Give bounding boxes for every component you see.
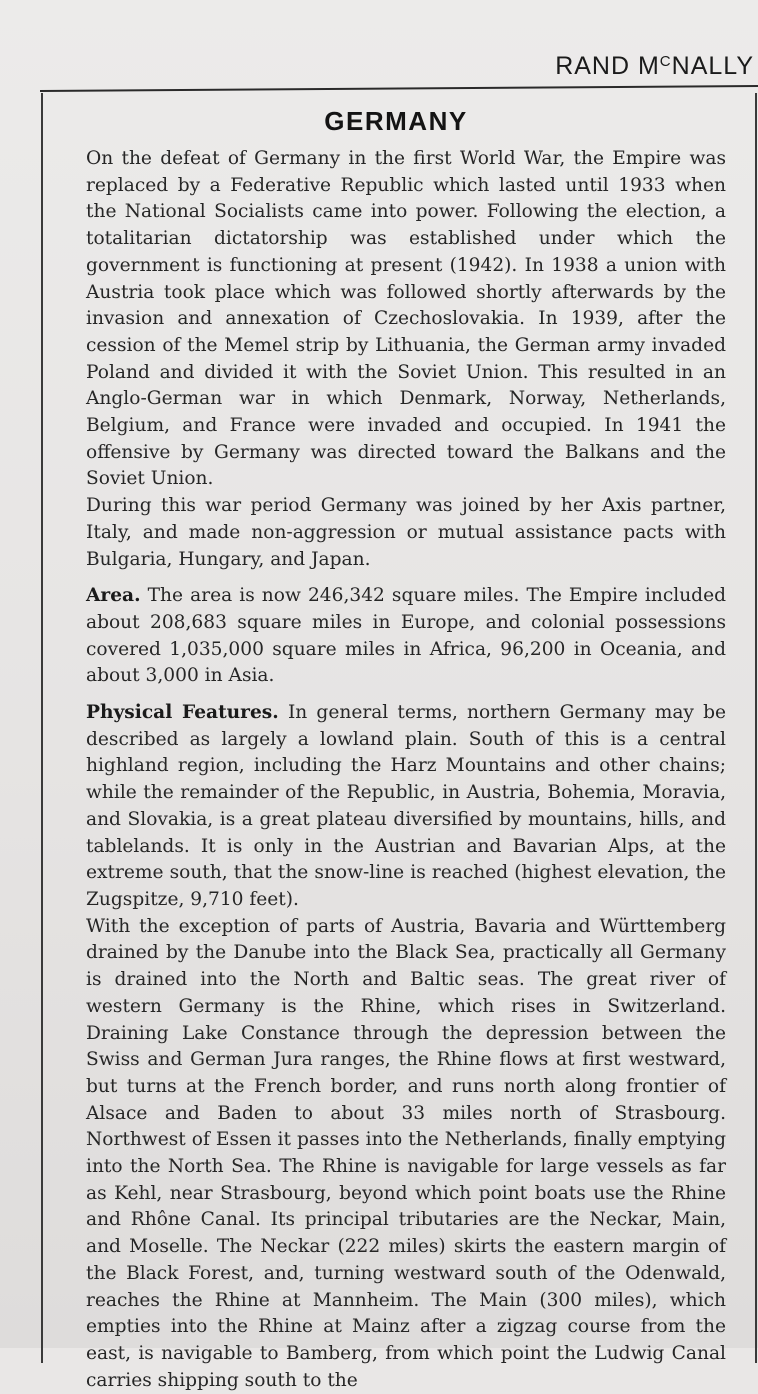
publisher-header xyxy=(555,52,754,81)
paragraph-intro xyxy=(86,146,726,493)
paragraph-text: In general terms, northern Germany may be described as largely a lowland plain. South of this is a central highland region, including the Harz Mountains and other chains; while the remainder of the Republic, in Austria, Bohemia, Moravia, and Slovakia, is a great plateau diversified by mountains, hills, and tablelands. It is only in the Austrian and Bavarian Alps, at the extreme south, that the snow-line is reached (highest elevation, the Zugspitze, 9,710 feet). xyxy=(86,702,726,910)
paragraph-rivers xyxy=(86,914,726,1394)
publisher-part-a: RAND M xyxy=(555,52,660,80)
publisher-part-b: NALLY xyxy=(671,52,754,80)
paragraph-axis xyxy=(86,493,726,573)
paragraph-text: On the defeat of Germany in the first World War, the Empire was replaced by a Federative Republic which lasted until 1933 when the National Socialists came into power. Following the election, a totalitarian dictatorship was established under which the government is functioning at present (1942). In 1938 a union with Austria took place which was followed shortly afterwards by the invasion and annexation of Czechoslovakia. In 1939, after the cession of the Memel strip by Lithuania, the German army invaded Poland and divided it with the Soviet Union. This resulted in an Anglo-German war in which Denmark, Norway, Netherlands, Belgium, and France were invaded and occupied. In 1941 the offensive by Germany was directed toward the Balkans and the Soviet Union. xyxy=(86,148,726,490)
paragraph-text: The area is now 246,342 square miles. The Empire included about 208,683 square miles in Europe, and colonial possessions covered 1,035,000 square miles in Africa, 96,200 in Oceania, and about 3,000 in Asia. xyxy=(86,585,726,687)
publisher-superscript: C xyxy=(659,53,672,70)
paragraph-area xyxy=(86,583,726,690)
article-body xyxy=(86,146,726,1394)
paragraph-heading-physical-features: Physical Features. xyxy=(86,702,279,724)
paragraph-heading-area: Area. xyxy=(86,585,141,607)
paragraph-physical-features xyxy=(86,700,726,914)
page-title: GERMANY xyxy=(324,106,468,136)
paragraph-text: With the exception of parts of Austria, Bavaria and Württemberg drained by the Danube into the Black Sea, practically all Germany is drained into the North and Baltic seas. The great river of western Germany is the Rhine, which rises in Switzerland. Draining Lake Constance through the depression between the Swiss and German Jura ranges, the Rhine flows at first westward, but turns at the French border, and runs north along frontier of Alsace and Baden to about 33 miles north of Strasbourg. Northwest of Essen it passes into the Netherlands, finally emptying into the North Sea. The Rhine is navigable for large vessels as far as Kehl, near Strasbourg, beyond which point boats use the Rhine and Rhône Canal. Its principal tributaries are the Neckar, Main, and Moselle. The Neckar (222 miles) skirts the eastern margin of the Black Forest, and, turning westward south of the Odenwald, reaches the Rhine at Mannheim. The Main (300 miles), which empties into the Rhine at Mainz after a zigzag course from the east, is navigable to Bamberg, from which point the Ludwig Canal carries shipping south to the xyxy=(86,915,726,1391)
paragraph-text: During this war period Germany was joined by her Axis partner, Italy, and made non-aggression or mutual assistance pacts with Bulgaria, Hungary, and Japan. xyxy=(86,495,726,570)
